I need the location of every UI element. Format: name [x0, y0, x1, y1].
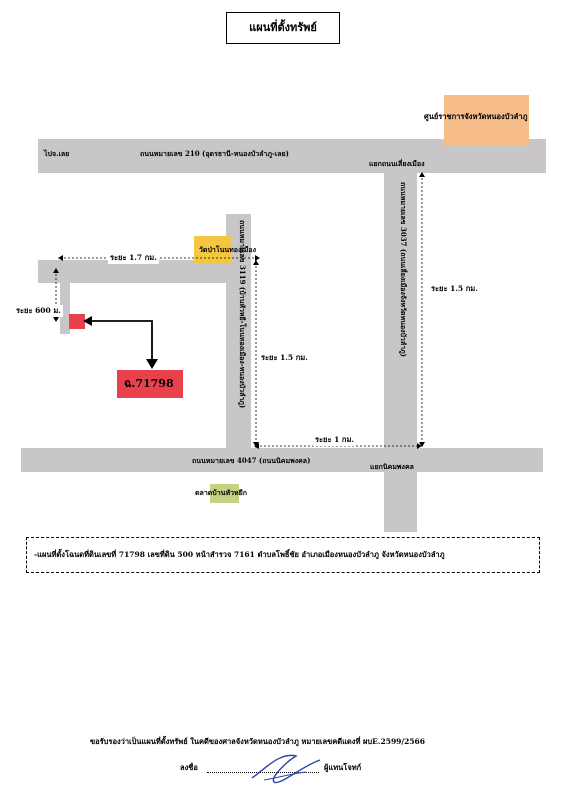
- distance-label-3: ระยะ 1.5 กม.: [261, 353, 308, 362]
- provincial-center-label: ศูนย์ราชการจังหวัดหนองบัวลำภู: [424, 112, 528, 121]
- certification-text: ขอรับรองว่าเป็นแผนที่ตั้งทรัพย์ ในคดีของศาลจังหวัดหนองบัวลำภู หมายเลขคดีแดงที่ ผบE.2599/2566: [90, 737, 425, 746]
- sign-suffix: ผู้แทนโจทก์: [324, 763, 362, 772]
- road-210-label: ถนนหมายเลข 210 (อุดรธานี-หนองบัวลำภู-เลย): [140, 149, 289, 158]
- road-3119-label: ถนนหมายเลข 3119 (บ้านหัวหยี-โนนทองเมือง-หนองบัวลำภู): [238, 220, 247, 409]
- distance-label-1: ระยะ 1.7 กม.: [110, 253, 157, 262]
- junction-bypass-label: แยกถนนเลี่ยงเมือง: [369, 159, 425, 168]
- road-4047-label: ถนนหมายเลข 4047 (ถนนนิคมพงคล): [192, 456, 311, 465]
- sign-prefix: ลงชื่อ: [180, 763, 198, 772]
- to-loei-label: ไปจ.เลย: [44, 149, 70, 158]
- note-text: -แผนที่ตั้งโฉนดที่ดินเลขที่ 71798 เลขที่ดิน 500 หน้าสำรวจ 7161 ตำบลโพธิ์ชัย อำเภอเมืองหนองบัวลำภู จังหวัดหนองบัวลำภู: [34, 550, 445, 559]
- distance-label-5: ระยะ 1 กม.: [315, 435, 355, 444]
- parcel-label: ฉ.71798: [124, 377, 174, 390]
- junction-nikhom-label: แยกนิคมพงคล: [370, 462, 414, 471]
- market-label: ตลาดบ้านหัวหยีก: [195, 488, 247, 497]
- distance-label-2: ระยะ 600 ม.: [16, 306, 61, 315]
- distance-label-4: ระยะ 1.5 กม.: [431, 284, 478, 293]
- temple-label: วัดป่าโนนทองเมือง: [199, 245, 257, 254]
- road-3037-label: ถนนหมายเลข 3037 (ถนนเลี่ยงเมืองจังหวัดหนองบัวลำภู): [399, 182, 408, 357]
- page-title: แผนที่ตั้งทรัพย์: [226, 12, 340, 44]
- signature-icon: [246, 748, 326, 788]
